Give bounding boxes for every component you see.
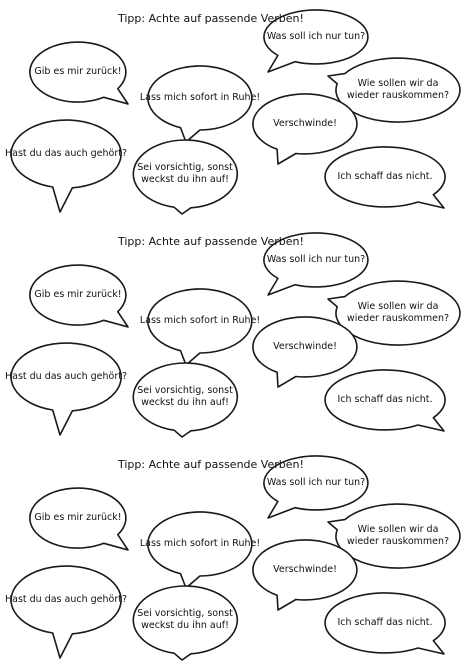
speech-bubble-line: weckst du ihn auf!	[141, 174, 229, 185]
speech-bubble-line: Wie sollen wir da	[357, 78, 439, 89]
speech-bubble-line: Ich schaff das nicht.	[337, 171, 433, 182]
speech-bubble-text	[273, 118, 337, 130]
speech-bubble-text	[5, 148, 127, 160]
speech-bubble-line: wieder rauskommen?	[346, 90, 450, 101]
speech-bubble-text	[267, 254, 365, 266]
speech-bubbles-layer	[0, 446, 474, 669]
speech-bubble-hast-du	[11, 566, 121, 658]
speech-bubble-line: Lass mich sofort in Ruhe!	[139, 92, 261, 103]
speech-bubble-text	[5, 594, 127, 606]
speech-bubble-line: Verschwinde!	[273, 564, 337, 575]
speech-bubble-line: Hast du das auch gehört?	[4, 594, 128, 605]
speech-bubble-text	[140, 538, 260, 550]
speech-bubble-line: Hast du das auch gehört?	[4, 148, 128, 159]
speech-bubble-text	[347, 524, 449, 548]
speech-bubble-text	[140, 315, 260, 327]
tip-heading: Tipp: Achte auf passende Verben!	[118, 12, 304, 25]
speech-bubble-line: Hast du das auch gehört?	[4, 371, 128, 382]
speech-bubble-lass-mich	[148, 289, 252, 365]
speech-bubble-text	[34, 512, 121, 524]
speech-bubble-text	[267, 31, 365, 43]
speech-bubble-line: Verschwinde!	[273, 118, 337, 129]
speech-bubble-line: Sei vorsichtig, sonst	[137, 608, 233, 619]
speech-bubbles-layer	[0, 0, 474, 223]
speech-bubble-line: Was soll ich nur tun?	[266, 31, 366, 42]
exercise-section	[0, 446, 474, 669]
speech-bubble-text	[337, 617, 432, 629]
speech-bubble-line: Gib es mir zurück!	[34, 512, 122, 523]
speech-bubble-hast-du	[11, 120, 121, 212]
tip-heading: Tipp: Achte auf passende Verben!	[118, 458, 304, 471]
speech-bubble-text	[137, 385, 233, 409]
speech-bubble-text	[337, 171, 432, 183]
speech-bubble-line: Was soll ich nur tun?	[266, 254, 366, 265]
speech-bubble-lass-mich	[148, 66, 252, 142]
speech-bubble-text	[267, 477, 365, 489]
speech-bubble-line: Gib es mir zurück!	[34, 289, 122, 300]
speech-bubble-line: Wie sollen wir da	[357, 524, 439, 535]
exercise-section	[0, 0, 474, 223]
speech-bubble-text	[140, 92, 260, 104]
speech-bubble-text	[34, 66, 121, 78]
speech-bubble-line: Sei vorsichtig, sonst	[137, 385, 233, 396]
speech-bubble-line: Verschwinde!	[273, 341, 337, 352]
speech-bubble-line: wieder rauskommen?	[346, 313, 450, 324]
tip-heading: Tipp: Achte auf passende Verben!	[118, 235, 304, 248]
speech-bubble-text	[273, 341, 337, 353]
speech-bubble-text	[137, 162, 233, 186]
speech-bubble-text	[34, 289, 121, 301]
exercise-section	[0, 223, 474, 446]
speech-bubbles-layer	[0, 223, 474, 446]
speech-bubble-text	[137, 608, 233, 632]
speech-bubble-text	[347, 301, 449, 325]
speech-bubble-line: weckst du ihn auf!	[141, 397, 229, 408]
speech-bubble-line: Lass mich sofort in Ruhe!	[139, 315, 261, 326]
speech-bubble-text	[337, 394, 432, 406]
speech-bubble-text	[5, 371, 127, 383]
speech-bubble-line: Ich schaff das nicht.	[337, 394, 433, 405]
speech-bubble-lass-mich	[148, 512, 252, 588]
speech-bubble-line: Was soll ich nur tun?	[266, 477, 366, 488]
speech-bubble-hast-du	[11, 343, 121, 435]
speech-bubble-line: Wie sollen wir da	[357, 301, 439, 312]
speech-bubble-line: wieder rauskommen?	[346, 536, 450, 547]
speech-bubble-text	[273, 564, 337, 576]
speech-bubble-text	[347, 78, 449, 102]
speech-bubble-line: Sei vorsichtig, sonst	[137, 162, 233, 173]
speech-bubble-line: weckst du ihn auf!	[141, 620, 229, 631]
speech-bubble-line: Gib es mir zurück!	[34, 66, 122, 77]
speech-bubble-line: Lass mich sofort in Ruhe!	[139, 538, 261, 549]
speech-bubble-line: Ich schaff das nicht.	[337, 617, 433, 628]
